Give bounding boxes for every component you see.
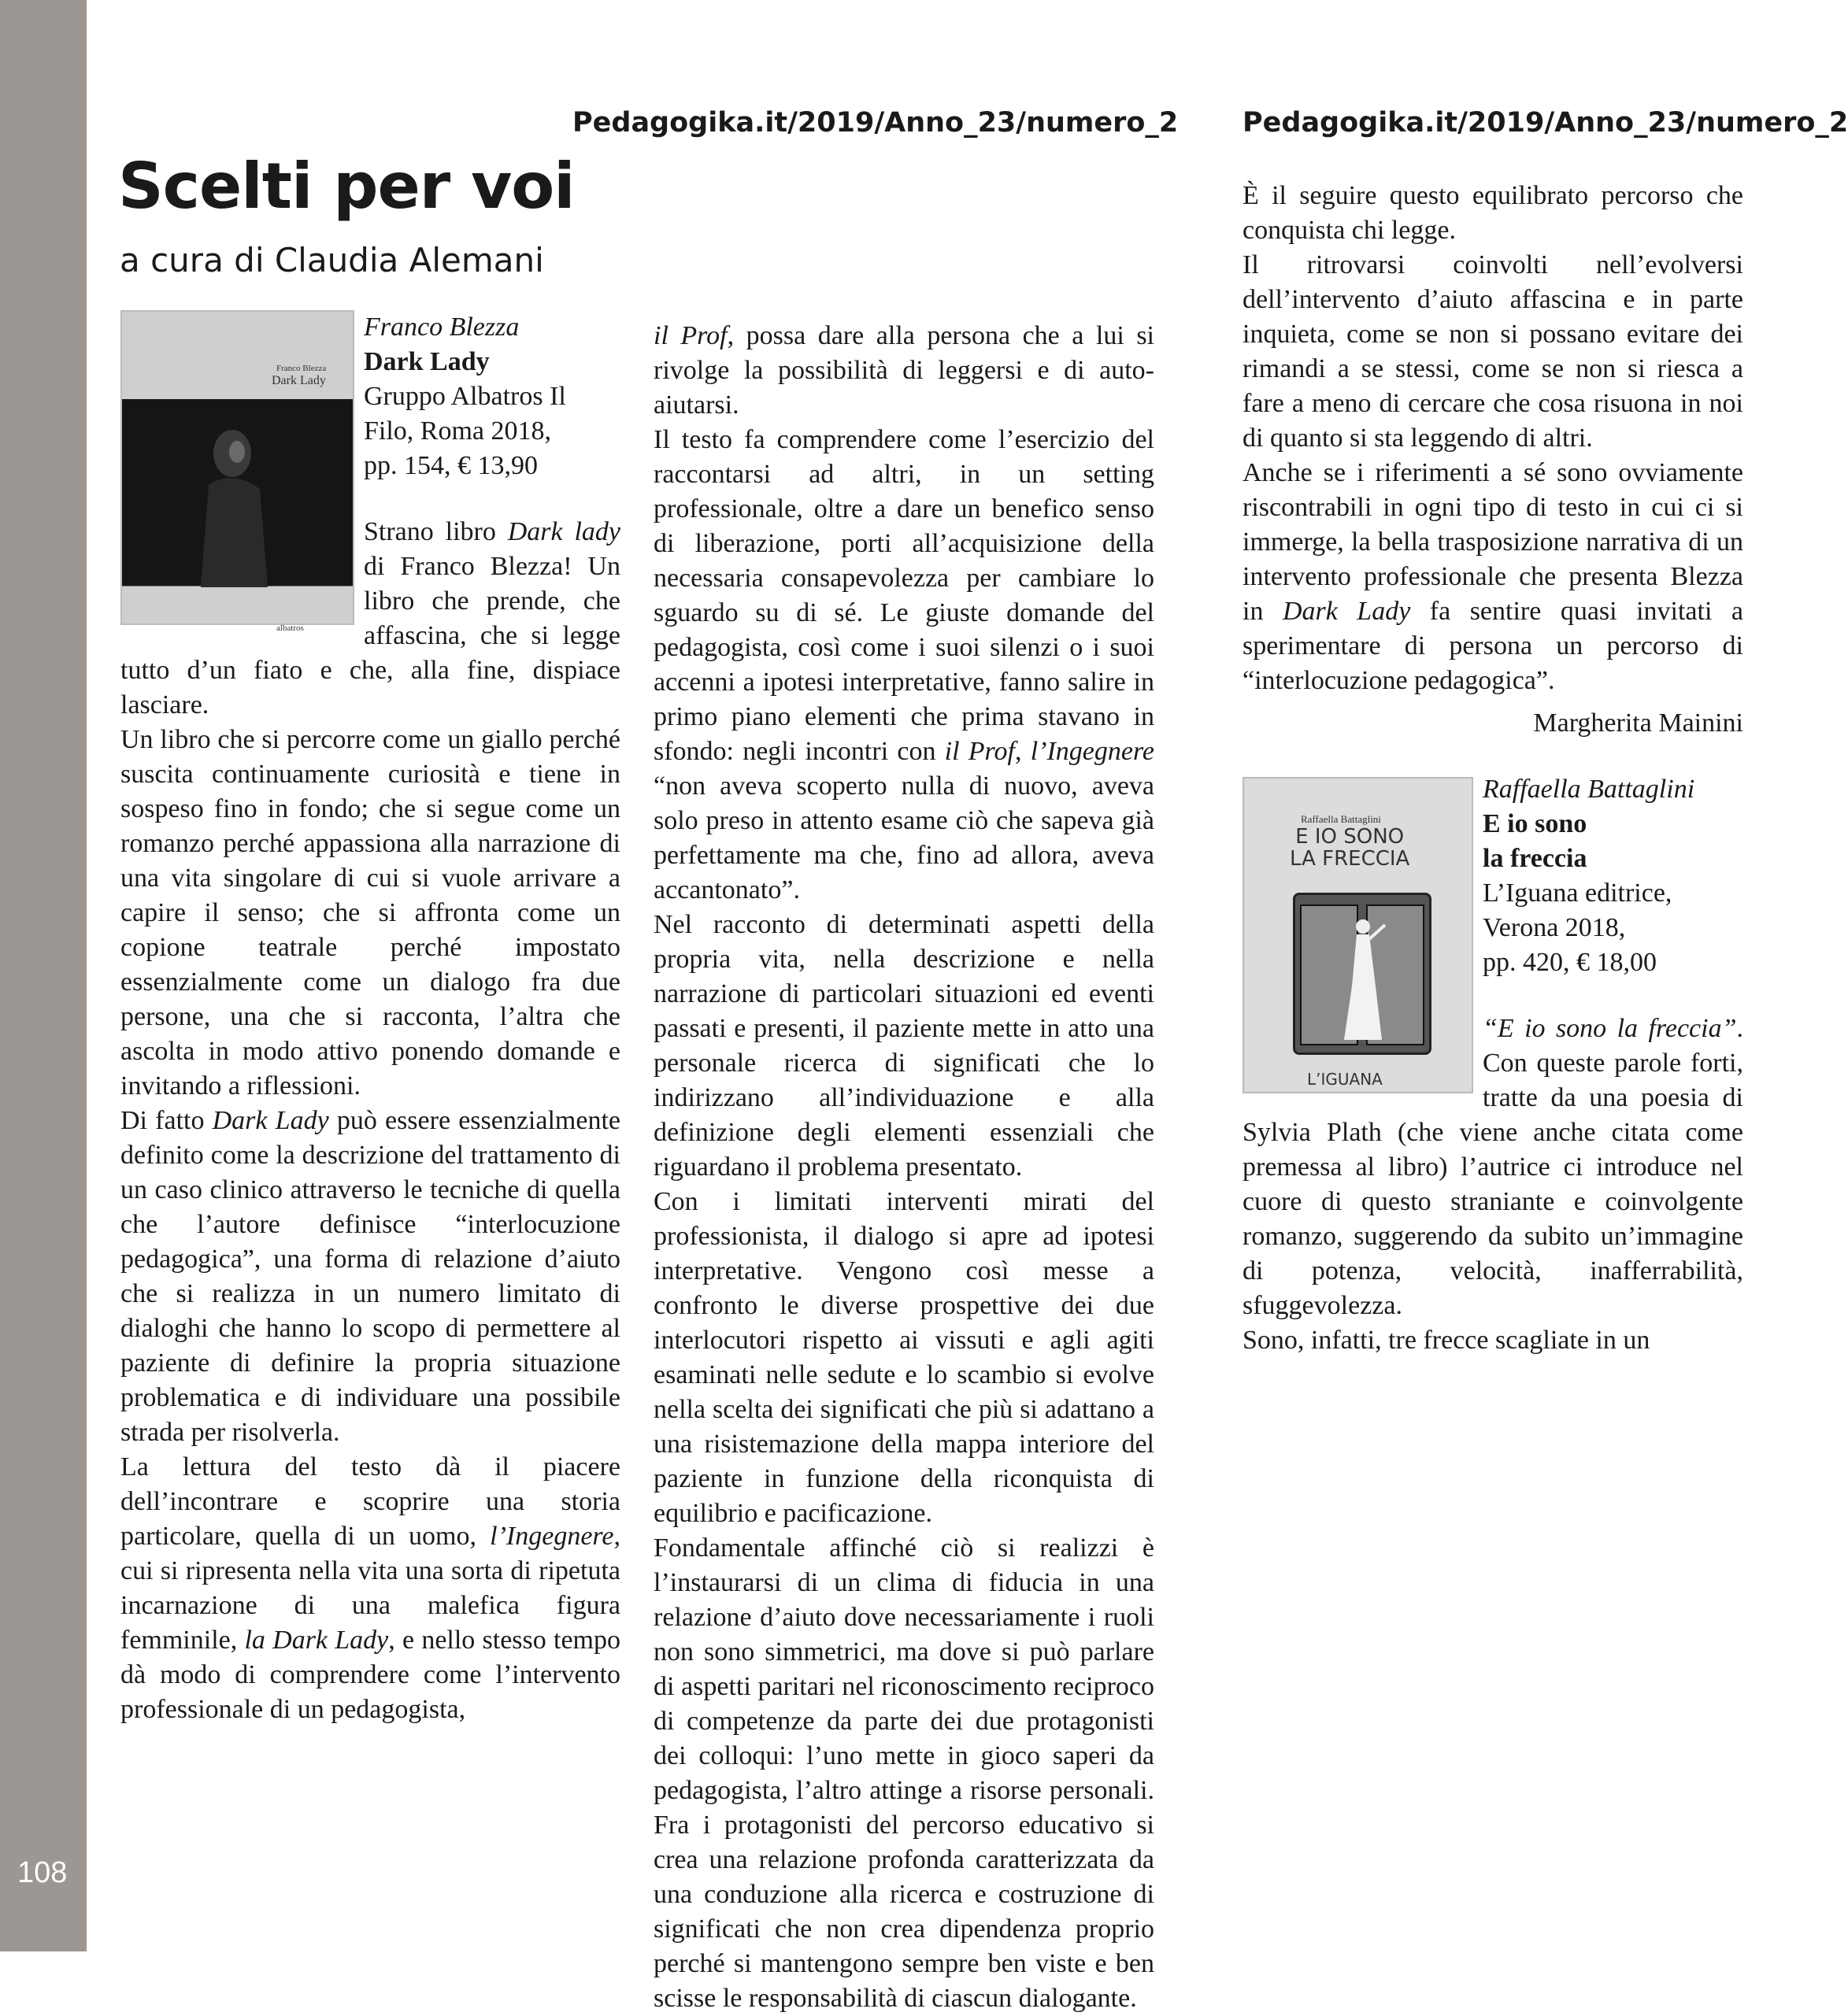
price-line: pp. 420, € 18,00 [1483, 948, 1657, 977]
section-subtitle: a cura di Claudia Alemani [120, 241, 544, 279]
paragraph: Con i limitati interventi mirati del professionista, il dialogo si apre ad ipotesi interpretative. Vengono così messe a confronto le diverse prospettive dei due interlocutori rispetto ai vissuti e agli agiti esaminati nelle sedute e lo scambio si evolve nella scelta dei significati che più si adattano a una risistemazione della mappa interiore del paziente in funzione della riconquista di equilibrio e pacificazione. [654, 1187, 1154, 1528]
paragraph: Sono, infatti, tre frecce scagliate in un [1242, 1326, 1650, 1355]
book-title: Dark Lady [364, 347, 490, 376]
page-margin-bar [0, 0, 87, 1951]
book-author: Franco Blezza [364, 313, 520, 342]
paragraph: È il seguire questo equilibrato percorso che conquista chi legge. [1242, 181, 1743, 245]
cover-door-image [1293, 893, 1431, 1055]
cover-publisher: L’IGUANA [1307, 1070, 1383, 1089]
cover-figure-image [1333, 916, 1390, 1041]
publisher-line: Gruppo Albatros Il [364, 382, 566, 411]
column-1 [120, 310, 620, 1727]
book-title: E io sono [1483, 809, 1587, 838]
paragraph: La lettura del testo dà il piacere dell’incontrare e scoprire una storia particolare, quella di un uomo, l’Ingegnere, cui si ripresenta nella vita una sorta di ripetuta incarnazione di una malefica figura femminile, la Dark Lady, e nello stesso tempo dà modo di comprendere come l’intervento professionale di un pedagogista, [120, 1452, 620, 1724]
cover-title: E IO SONO LA FRECCIA [1290, 825, 1410, 871]
paragraph: Un libro che si percorre come un giallo perché suscita continuamente curiosità e tiene in sospeso fino in fondo; che si segue come un romanzo perché appassiona alla narrazione di una vita singolare di cui si vuole arrivare a capire il senso; che si affronta come un copione teatrale perché impostato essenzialmente come un dialogo fra due persone, una che si racconta, l’altra che ascolta in modo attivo ponendo domande e invitando a riflessioni. [120, 725, 620, 1100]
book-title: la freccia [1483, 844, 1587, 873]
publisher-line: Filo, Roma 2018, [364, 416, 552, 446]
paragraph: “E io sono la freccia”. Con queste parole forti, tratte da una poesia di Sylvia Plath (che viene anche citata come premessa al libro) l’autrice ci introduce nel cuore di questo straniante e coinvolgente romanzo, suggerendo da subito un’immagine di potenza, velocità, inafferrabilità, sfuggevolezza. [1242, 1014, 1743, 1320]
book-cover-e-io-sono-la-freccia [1242, 777, 1473, 1093]
book-author: Raffaella Battaglini [1483, 775, 1695, 804]
cover-title: Dark Lady [272, 374, 326, 387]
price-line: pp. 154, € 13,90 [364, 451, 538, 480]
paragraph: Il ritrovarsi coinvolti nell’evolversi dell’intervento d’aiuto affascina e in parte inquieta, come se non si possano evitare dei rimandi a se stessi, come se non si riesca a fare a meno di cercare che cosa risuona in noi di quanto si sta leggendo di altri. [1242, 250, 1743, 453]
column-3 [1242, 179, 1743, 1358]
paragraph: Nel racconto di determinati aspetti della propria vita, nella descrizione e nella narrazione di particolari situazioni ed eventi passati e presenti, il paziente mette in atto una personale ricerca di significati che lo indirizzano all’individuazione e alla definizione degli elementi essenziali che riguardano il problema presentato. [654, 910, 1154, 1182]
cover-author: Franco Blezza [276, 364, 327, 373]
column-2 [654, 319, 1154, 2016]
cover-author: Raffaella Battaglini [1301, 813, 1381, 825]
page-number: 108 [17, 1856, 68, 1889]
paragraph: Di fatto Dark Lady può essere essenzialmente definito come la descrizione del trattamento di un caso clinico attraverso le tecniche di quella che l’autore definisce “interlocuzione pedagogica”, una forma di relazione d’aiuto che si realizza in un numero limitato di dialoghi che hanno lo scopo di permettere al paziente di definire la propria situazione problematica e di individuare una possibile strada per risolverla. [120, 1106, 620, 1447]
paragraph: Il testo fa comprendere come l’esercizio del raccontarsi ad altri, in un setting professionale, oltre a dare un benefico senso di liberazione, porti all’acquisizione della necessaria consapevolezza per cambiare lo sguardo su di sé. Le giuste domande del pedagogista, così come i suoi silenzi o i suoi accenni a ipotesi interpretative, fanno salire in primo piano elementi che prima stavano in sfondo: negli incontri con il Prof, l’Ingegnere “non aveva scoperto nulla di nuovo, aveva solo preso in attento esame ciò che sapeva già perfettamente ma che, fino ad allora, aveva accantonato”. [654, 425, 1155, 904]
cover-figure-image [201, 422, 272, 587]
paragraph: Fondamentale affinché ciò si realizzi è l’instaurarsi di un clima di fiducia in una relazione d’aiuto dove necessariamente i ruoli non sono simmetrici, ma dove si può parlare di aspetti paritari nel riconoscimento reciproco di competenze da parte dei due protagonisti dei colloqui: l’uno mette in gioco saperi da pedagogista, l’altro attinge a risorse personali. Fra i protagonisti del percorso educativo si crea una relazione profonda caratterizzata da una conduzione alla ricerca e costruzione di significati che non crea dipendenza proprio perché si mantengono sempre ben viste e ben scisse le responsabilità di ciascun dialogante. [654, 1533, 1154, 2013]
section-title: Scelti per voi [118, 150, 575, 223]
running-header-right: Pedagogika.it/2019/Anno_23/numero_2 [1242, 107, 1848, 139]
publisher-line: L’Iguana editrice, [1483, 879, 1672, 908]
publisher-line: Verona 2018, [1483, 913, 1626, 942]
book-cover-dark-lady [120, 310, 354, 633]
paragraph: il Prof, possa dare alla persona che a lui si rivolge la possibilità di leggersi e di auto-aiutarsi. [654, 321, 1154, 420]
running-header-left: Pedagogika.it/2019/Anno_23/numero_2 [572, 107, 1179, 139]
review-signature: Margherita Mainini [1533, 708, 1743, 738]
cover-publisher: albatros [276, 623, 304, 633]
paragraph: Anche se i riferimenti a sé sono ovviamente riscontrabili in ogni tipo di testo in cui ci si immerge, la bella trasposizione narrativa di un intervento professionale che presenta Blezza in Dark Lady fa sentire quasi invitati a sperimentare di persona un percorso di “interlocuzione pedagogica”. [1242, 458, 1743, 695]
paragraph: Strano libro Dark lady di Franco Blezza! Un libro che prende, che affascina, che si legge tutto d’un fiato e che, alla fine, dispiace lasciare. [120, 517, 620, 719]
